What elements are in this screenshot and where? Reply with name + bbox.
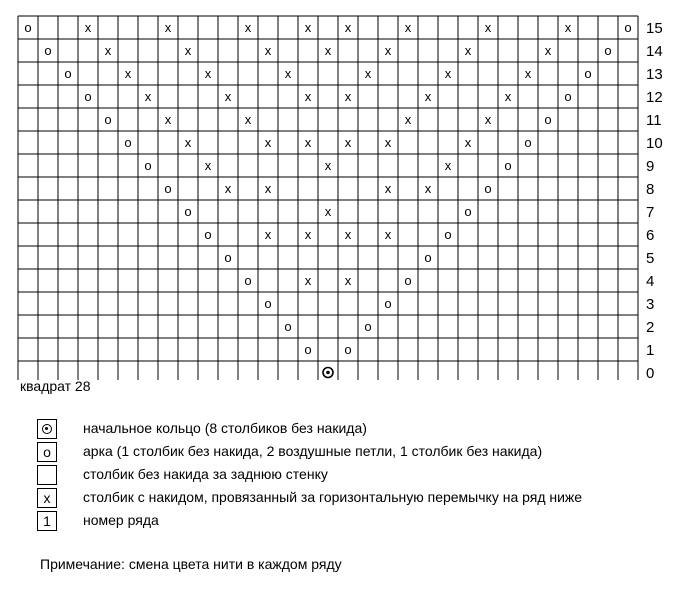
row-number: 5 <box>646 250 655 267</box>
arch-symbol: o <box>144 158 152 173</box>
arch-symbol: o <box>384 296 392 311</box>
row-number: 4 <box>646 273 655 290</box>
note: Примечание: смена цвета нити в каждом ряду <box>40 556 342 572</box>
row-number: 10 <box>646 135 663 152</box>
arch-symbol: o <box>44 43 52 58</box>
legend-text: номер ряда <box>83 512 159 528</box>
row-number: 9 <box>646 158 655 175</box>
cross-symbol: x <box>384 181 392 196</box>
row-number: 0 <box>646 365 655 380</box>
cross-symbol: x <box>384 43 392 58</box>
cross-symbol: x <box>404 112 412 127</box>
chart-grid <box>18 16 638 380</box>
cross-symbol: x <box>324 158 332 173</box>
arch-symbol: o <box>584 66 592 81</box>
row-number: 3 <box>646 296 655 313</box>
cross-symbol: x <box>464 135 472 150</box>
row-number: 11 <box>646 112 662 129</box>
cross-symbol: x <box>184 43 192 58</box>
cross-symbol: x <box>344 20 352 35</box>
cross-symbol: x <box>384 135 392 150</box>
arch-symbol: o <box>184 204 192 219</box>
arch-symbol: o <box>564 89 572 104</box>
cross-symbol: x <box>484 20 492 35</box>
blank-icon <box>37 465 57 485</box>
arch-symbol: o <box>24 20 32 35</box>
cross-symbol: x <box>244 112 252 127</box>
cross-symbol: x <box>204 66 212 81</box>
cross-symbol: x <box>504 89 512 104</box>
arch-symbol: o <box>424 250 432 265</box>
cross-symbol: x <box>324 204 332 219</box>
cross-symbol: x <box>344 89 352 104</box>
cross-symbol: x <box>304 135 312 150</box>
cross-symbol: x <box>224 181 232 196</box>
cross-symbol: x <box>204 158 212 173</box>
arch-symbol: o <box>604 43 612 58</box>
legend-text: арка (1 столбик без накида, 2 воздушные петли, 1 столбик без накида) <box>83 443 543 459</box>
arch-symbol: o <box>204 227 212 242</box>
cross-symbol: x <box>304 273 312 288</box>
arch-symbol: o <box>84 89 92 104</box>
cross-symbol: x <box>444 66 452 81</box>
cross-symbol: x <box>324 43 332 58</box>
legend-row-arch <box>37 442 677 462</box>
cross-symbol: x <box>344 273 352 288</box>
arch-symbol: o <box>464 204 472 219</box>
arch-symbol: o <box>224 250 232 265</box>
row-number: 13 <box>646 66 663 83</box>
arch-symbol: o <box>484 181 492 196</box>
cross-symbol: x <box>264 181 272 196</box>
row-number-icon: 1 <box>37 511 57 531</box>
cross-symbol: x <box>264 135 272 150</box>
ring-dot <box>326 371 330 375</box>
cross-symbol: x <box>344 227 352 242</box>
arch-symbol: o <box>244 273 252 288</box>
arch-symbol: o <box>544 112 552 127</box>
cross-icon: x <box>37 488 57 508</box>
cross-symbol: x <box>364 66 372 81</box>
cross-symbol: x <box>344 135 352 150</box>
cross-symbol: x <box>284 66 292 81</box>
cross-symbol: x <box>84 20 92 35</box>
cross-symbol: x <box>404 20 412 35</box>
legend-text: столбик с накидом, провязанный за горизонтальную перемычку на ряд ниже <box>83 489 583 505</box>
chart-symbols <box>24 20 631 378</box>
arch-symbol: o <box>164 181 172 196</box>
arch-symbol: o <box>304 342 312 357</box>
cross-symbol: x <box>464 43 472 58</box>
cross-symbol: x <box>184 135 192 150</box>
cross-symbol: x <box>444 158 452 173</box>
cross-symbol: x <box>104 43 112 58</box>
cross-symbol: x <box>564 20 572 35</box>
arch-symbol: o <box>444 227 452 242</box>
legend-row-cross <box>37 488 677 508</box>
cross-symbol: x <box>144 89 152 104</box>
legend-text: начальное кольцо (8 столбиков без накида) <box>83 420 367 436</box>
row-number: 2 <box>646 319 655 336</box>
arch-symbol: o <box>284 319 292 334</box>
legend-row-number <box>37 511 677 531</box>
legend-text: столбик без накида за заднюю стенку <box>83 466 328 482</box>
arch-symbol: o <box>504 158 512 173</box>
cross-symbol: x <box>244 20 252 35</box>
arch-symbol: o <box>264 296 272 311</box>
arch-symbol: o <box>364 319 372 334</box>
legend-row-blank <box>37 465 677 485</box>
row-number: 8 <box>646 181 655 198</box>
arch-symbol: o <box>64 66 72 81</box>
cross-symbol: x <box>424 89 432 104</box>
legend-row-ring <box>37 419 677 439</box>
row-number: 1 <box>646 342 655 359</box>
row-numbers <box>646 20 663 380</box>
row-number: 12 <box>646 89 663 106</box>
arch-symbol: o <box>344 342 352 357</box>
row-number: 15 <box>646 20 663 37</box>
row-number: 6 <box>646 227 655 244</box>
cross-symbol: x <box>224 89 232 104</box>
cross-symbol: x <box>164 20 172 35</box>
chart-caption: квадрат 28 <box>20 378 91 394</box>
cross-symbol: x <box>524 66 532 81</box>
arch-symbol: o <box>124 135 132 150</box>
cross-symbol: x <box>544 43 552 58</box>
arch-icon: o <box>37 442 57 462</box>
cross-symbol: x <box>304 227 312 242</box>
cross-symbol: x <box>164 112 172 127</box>
arch-symbol: o <box>104 112 112 127</box>
cross-symbol: x <box>484 112 492 127</box>
arch-symbol: o <box>404 273 412 288</box>
row-number: 7 <box>646 204 655 221</box>
arch-symbol: o <box>624 20 632 35</box>
arch-symbol: o <box>524 135 532 150</box>
cross-symbol: x <box>264 43 272 58</box>
cross-symbol: x <box>124 66 132 81</box>
row-number: 14 <box>646 43 663 60</box>
cross-symbol: x <box>264 227 272 242</box>
cross-symbol: x <box>384 227 392 242</box>
cross-symbol: x <box>304 20 312 35</box>
ring-icon <box>37 419 57 439</box>
cross-symbol: x <box>424 181 432 196</box>
cross-symbol: x <box>304 89 312 104</box>
